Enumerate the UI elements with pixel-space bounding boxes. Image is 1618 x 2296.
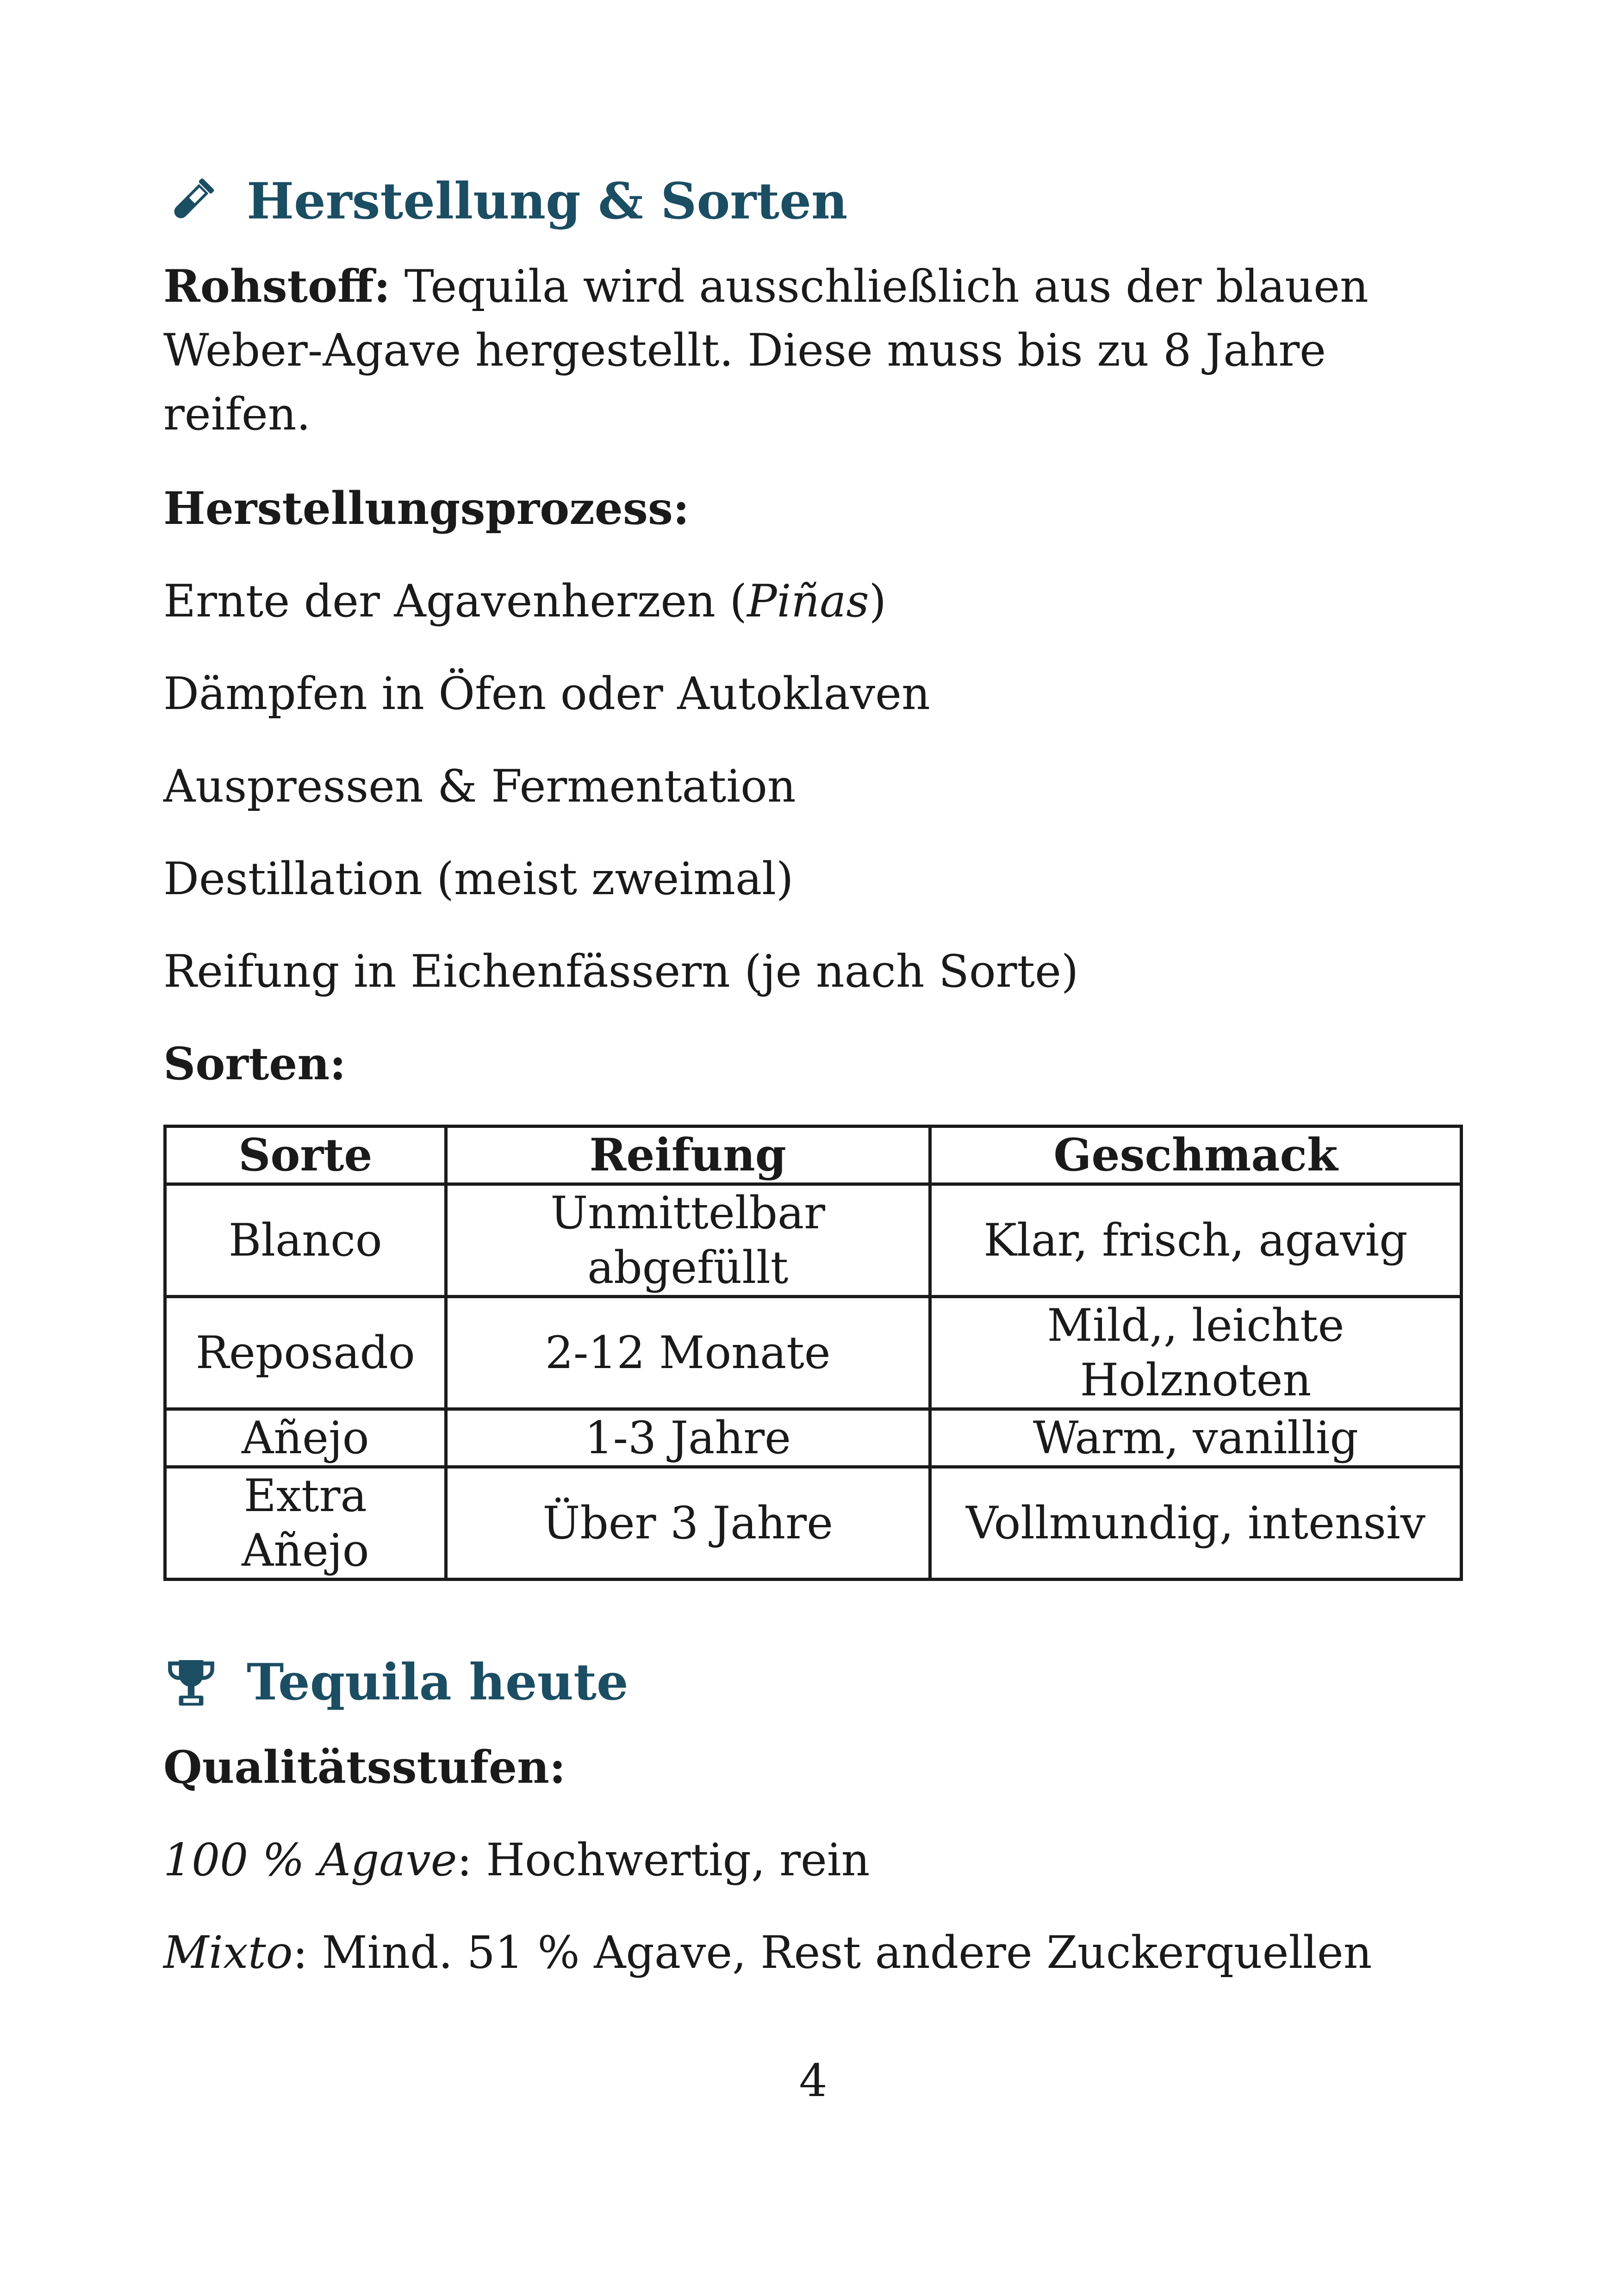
sorten-table — [163, 1125, 1463, 1581]
table-cell: Vollmundig, intensiv — [930, 1467, 1461, 1580]
process-step: Destillation (meist zweimal) — [163, 853, 794, 905]
table-cell: Blanco — [165, 1184, 446, 1297]
section-title: Tequila heute — [247, 1653, 629, 1711]
section-heading-herstellung — [163, 169, 847, 234]
column-header: Reifung — [446, 1126, 930, 1184]
trophy-icon — [163, 1650, 228, 1715]
table-cell: Añejo — [165, 1409, 446, 1467]
page-number: 4 — [799, 2055, 828, 2107]
rohstoff-label: Rohstoff: — [163, 260, 391, 312]
process-step: Auspressen & Fermentation — [163, 760, 796, 812]
table-row — [165, 1467, 1462, 1580]
test-tube-icon — [163, 169, 228, 234]
table-header-row — [165, 1126, 1462, 1184]
section-title: Herstellung & Sorten — [247, 172, 848, 230]
table-row — [165, 1184, 1462, 1297]
quality-level: Mixto: Mind. 51 % Agave, Rest andere Zuckerquellen — [163, 1927, 1372, 1979]
column-header: Geschmack — [930, 1126, 1461, 1184]
table-cell: Reposado — [165, 1297, 446, 1409]
sorten-label: Sorten: — [163, 1038, 346, 1090]
table-cell: Klar, frisch, agavig — [930, 1184, 1461, 1297]
table-cell: Mild,, leichte Holznoten — [930, 1297, 1461, 1409]
rohstoff-text: Tequila wird ausschließlich aus der blauen Weber-Agave hergestellt. Diese muss bis zu 8 Jahre reifen. — [163, 261, 1369, 440]
table-cell: 2-12 Monate — [446, 1297, 930, 1409]
table-cell: Unmittelbar abgefüllt — [446, 1184, 930, 1297]
quality-label: Qualitätsstufen: — [163, 1741, 566, 1793]
table-cell: 1-3 Jahre — [446, 1409, 930, 1467]
table-row — [165, 1297, 1462, 1409]
table-cell: Warm, vanillig — [930, 1409, 1461, 1467]
table-row — [165, 1409, 1462, 1467]
section-heading-tequila-heute — [163, 1650, 629, 1715]
table-cell: Extra Añejo — [165, 1467, 446, 1580]
process-step: Dämpfen in Öfen oder Autoklaven — [163, 668, 930, 720]
process-step: Ernte der Agavenherzen (Piñas) — [163, 575, 887, 627]
process-label: Herstellungsprozess: — [163, 482, 690, 535]
process-step: Reifung in Eichenfässern (je nach Sorte) — [163, 946, 1079, 997]
column-header: Sorte — [165, 1126, 446, 1184]
quality-level: 100 % Agave: Hochwertig, rein — [163, 1834, 870, 1886]
table-cell: Über 3 Jahre — [446, 1467, 930, 1580]
rohstoff-paragraph — [163, 255, 1482, 446]
